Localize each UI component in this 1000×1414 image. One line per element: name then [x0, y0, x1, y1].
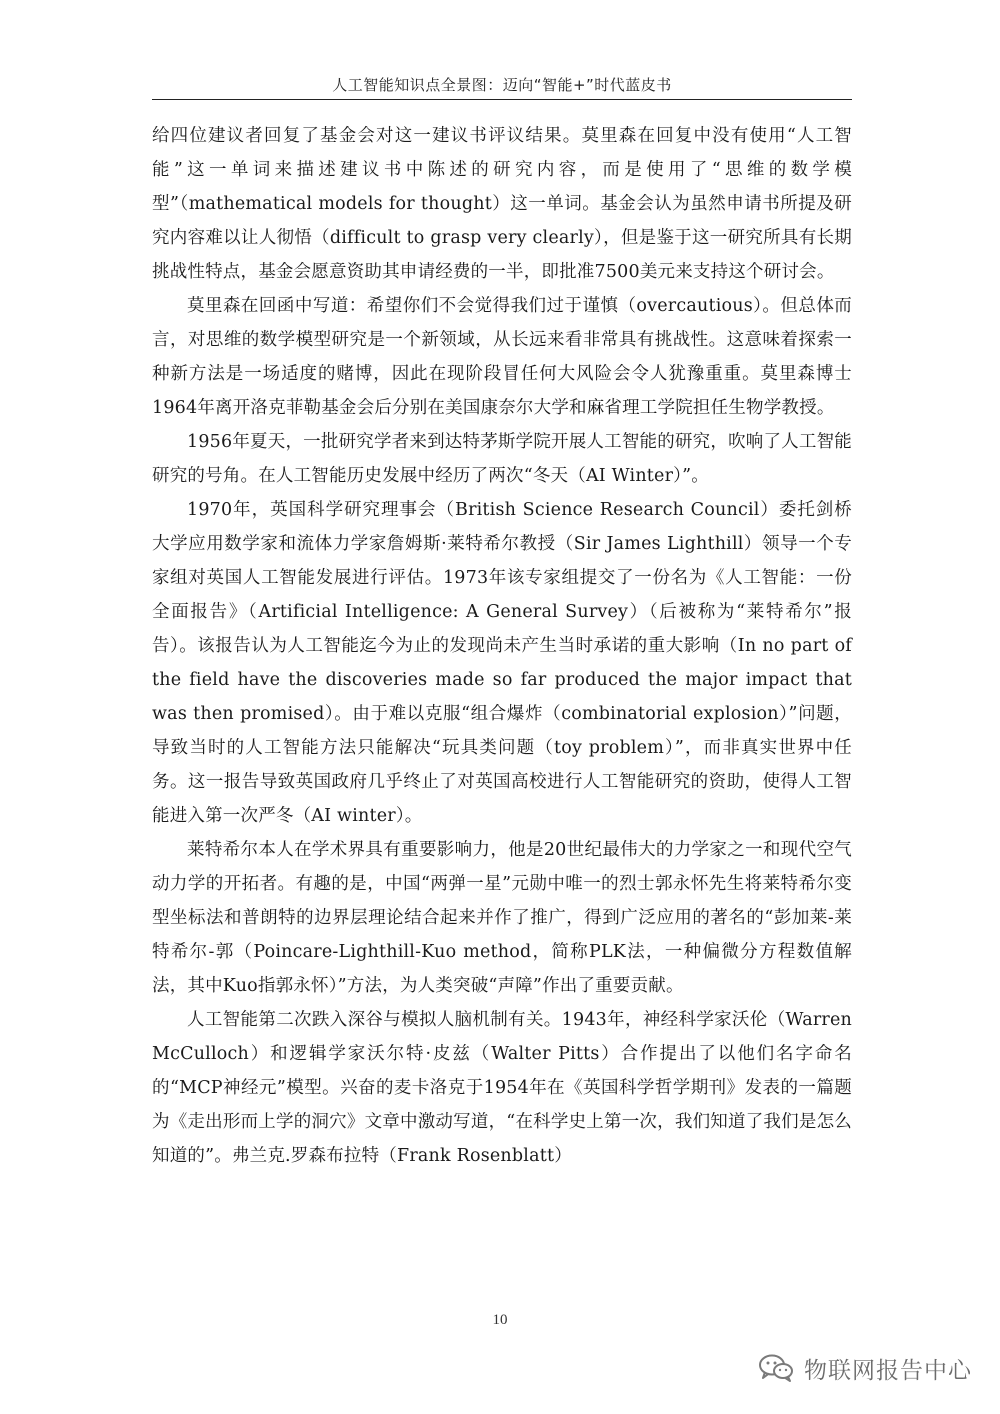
watermark — [758, 1346, 972, 1390]
paragraph-4: 1970年，英国科学研究理事会（British Science Research Council）委托剑桥大学应用数学家和流体力学家詹姆斯·莱特希尔教授（Sir James Lighthill）领导一个专家组对英国人工智能发展进行评估。1973年该专家组提交了一份名为《人工智能：一份全面报告》（Artificial Intelligence: A General Survey）（后被称为“莱特希尔”报告）。该报告认为人工智能迄今为止的发现尚未产生当时承诺的重大影响（In no part of the field have the discoveries made so far produced the major impact that was then promised）。由于难以克服“组合爆炸（combinatorial explosion）”问题，导致当时的人工智能方法只能解决“玩具类问题（toy problem）”，而非真实世界中任务。这一报告导致英国政府几乎终止了对英国高校进行人工智能研究的资助，使得人工智能进入第一次严冬（AI winter）。 — [152, 500, 852, 826]
running-header: 人工智能知识点全景图：迈向“智能+”时代蓝皮书 — [332, 76, 672, 94]
paragraph-1: 给四位建议者回复了基金会对这一建议书评议结果。莫里森在回复中没有使用“人工智能”这一单词来描述建议书中陈述的研究内容，而是使用了“思维的数学模型”（mathematical models for thought）这一单词。基金会认为虽然申请书所提及研究内容难以让人彻悟（difficult to grasp very clearly），但是鉴于这一研究所具有长期挑战性特点，基金会愿意资助其申请经费的一半，即批准7500美元来支持这个研讨会。 — [152, 126, 852, 282]
wechat-icon — [758, 1353, 794, 1383]
body-text — [152, 119, 852, 1173]
page-number: 10 — [492, 1312, 508, 1328]
watermark-text: 物联网报告中心 — [804, 1357, 972, 1384]
paragraph-5: 莱特希尔本人在学术界具有重要影响力，他是20世纪最伟大的力学家之一和现代空气动力学的开拓者。有趣的是，中国“两弹一星”元勋中唯一的烈士郭永怀先生将莱特希尔变型坐标法和普朗特的边界层理论结合起来并作了推广，得到广泛应用的著名的“彭加莱-莱特希尔-郭（Poincare-Lighthill-Kuo method，简称PLK法，一种偏微分方程数值解法，其中Kuo指郭永怀）”方法，为人类突破“声障”作出了重要贡献。 — [152, 840, 852, 996]
paragraph-2: 莫里森在回函中写道：希望你们不会觉得我们过于谨慎（overcautious）。但总体而言，对思维的数学模型研究是一个新领域，从长远来看非常具有挑战性。这意味着探索一种新方法是一场适度的赌博，因此在现阶段冒任何大风险会令人犹豫重重。莫里森博士1964年离开洛克菲勒基金会后分别在美国康奈尔大学和麻省理工学院担任生物学教授。 — [152, 296, 852, 418]
paragraph-3: 1956年夏天，一批研究学者来到达特茅斯学院开展人工智能的研究，吹响了人工智能研究的号角。在人工智能历史发展中经历了两次“冬天（AI Winter）”。 — [152, 432, 852, 486]
paragraph-6: 人工智能第二次跌入深谷与模拟人脑机制有关。1943年，神经科学家沃伦（Warren McCulloch）和逻辑学家沃尔特·皮兹（Walter Pitts）合作提出了以他们名字命名的“MCP神经元”模型。兴奋的麦卡洛克于1954年在《英国科学哲学期刊》发表的一篇题为《走出形而上学的洞穴》文章中激动写道，“在科学史上第一次，我们知道了我们是怎么知道的”。弗兰克.罗森布拉特（Frank Rosenblatt） — [152, 1010, 852, 1166]
header-rule — [152, 99, 852, 100]
